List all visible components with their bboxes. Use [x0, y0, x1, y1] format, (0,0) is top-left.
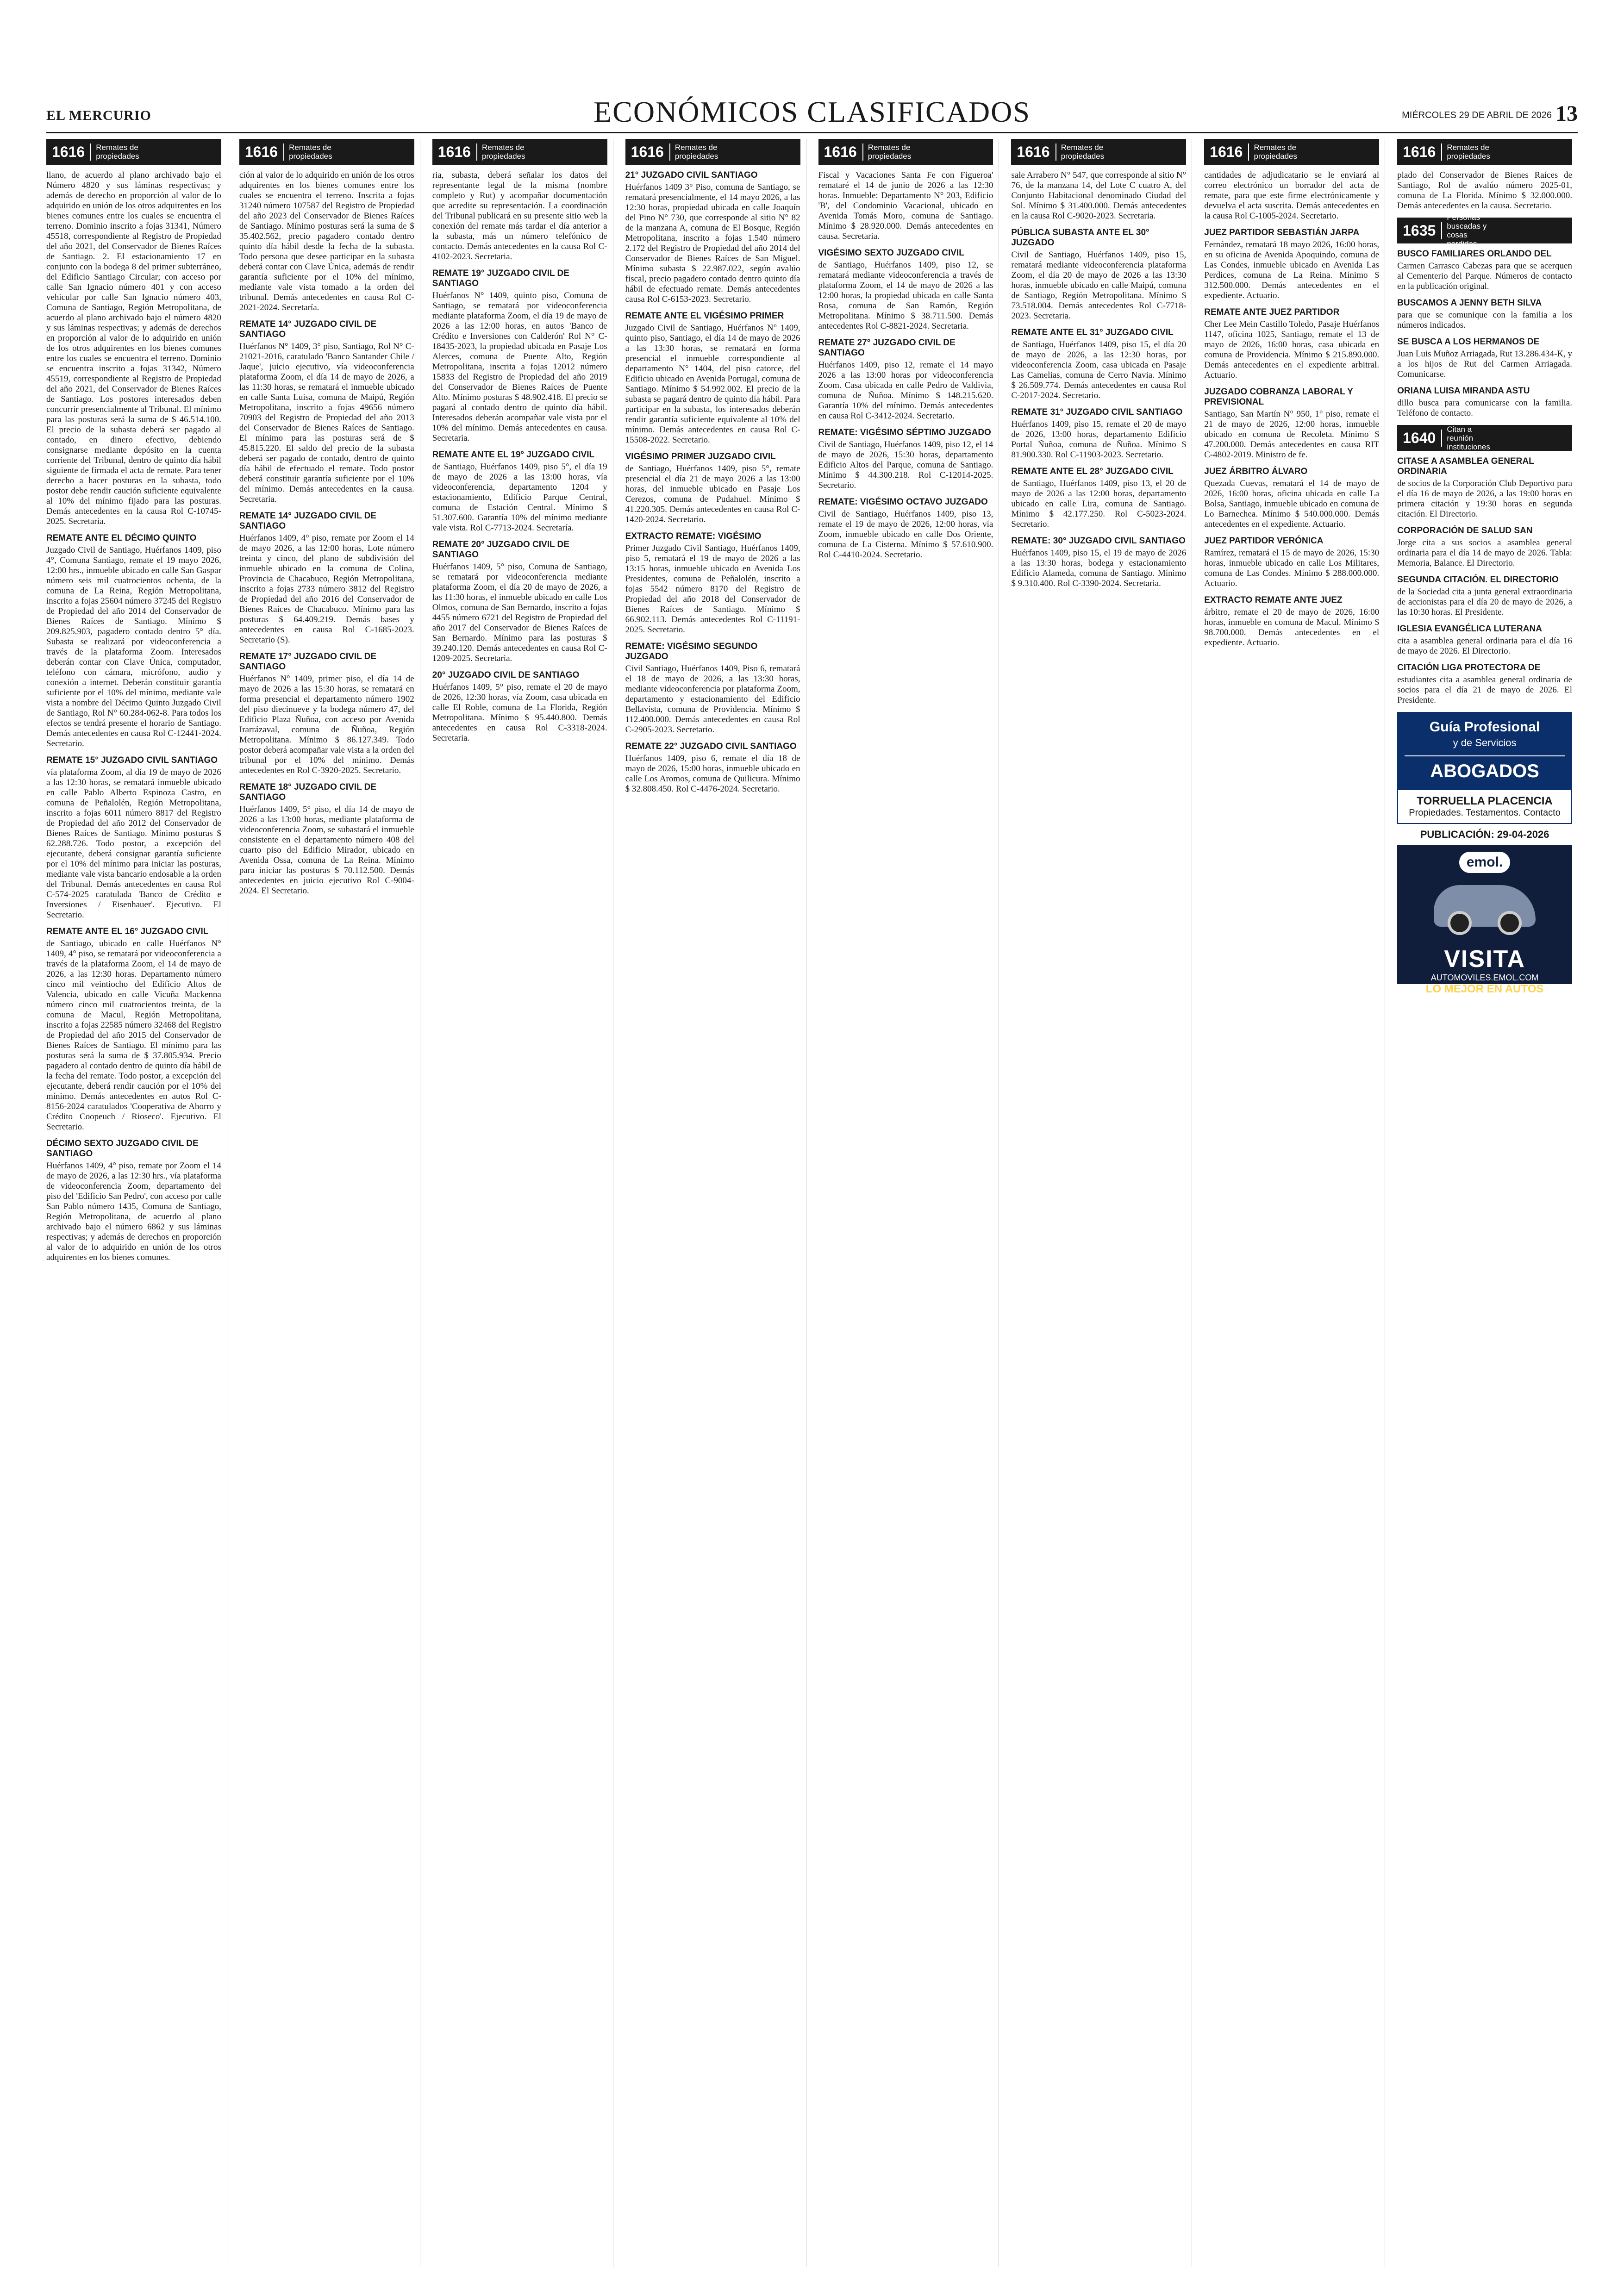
- section-name: Personas buscadas y cosas perdidas: [1447, 213, 1487, 248]
- notice-body: ción al valor de lo adquirido en unión de los otros adquirentes en los bienes comunes entre los cuales se encuentra el terreno. Inscrita a fojas 31240 número 107587 del Registro de Propiedad del año 2023 del Conservador de Bienes Raíces de Santiago. Mínimo posturas será la suma de $ 35.402.562, precio pagadero contado dentro quinto día hábil desde la fecha de la subasta. Todo persona que desee participar en la subasta deberá contar con Clave Única, además de rendir garantía suficiente por el 10% del mínimo, mediante vale vista tomado a la orden del tribunal. Demás antecedentes en causa Rol C-2021-2024. Secretaría.: [239, 170, 414, 312]
- column-5: [818, 139, 999, 2267]
- notice-title: REMATE: VIGÉSIMO SEGUNDO JUZGADO: [625, 642, 758, 661]
- classified-notice: [46, 755, 221, 920]
- section-title: ECONÓMICOS CLASIFICADOS: [593, 95, 1031, 128]
- classified-notice: [1397, 249, 1572, 292]
- column-6: [1011, 139, 1192, 2267]
- column-3: [432, 139, 613, 2267]
- section-header: [432, 139, 607, 165]
- classified-notice: [625, 642, 800, 735]
- section-name: Remates de propiedades: [96, 143, 139, 161]
- notice-title: 20° JUZGADO CIVIL DE SANTIAGO: [432, 670, 580, 680]
- notice-title: REMATE 19° JUZGADO CIVIL DE SANTIAGO: [432, 268, 569, 288]
- column-4: [625, 139, 806, 2267]
- notice-title: CORPORACIÓN DE SALUD SAN: [1397, 526, 1533, 536]
- section-header: [625, 139, 800, 165]
- classified-notice: [239, 782, 414, 896]
- section-name: Remates de propiedades: [1061, 143, 1105, 161]
- classified-notice: [1204, 595, 1379, 648]
- notice-title: BUSCO FAMILIARES ORLANDO DEL: [1397, 249, 1552, 259]
- notice-title: REMATE 27° JUZGADO CIVIL DE SANTIAGO: [818, 338, 956, 358]
- notice-title: REMATE 20° JUZGADO CIVIL DE SANTIAGO: [432, 540, 569, 560]
- notice-body: plado del Conservador de Bienes Raíces de Santiago, Rol de avalúo número 2025-01, comuna de La Florida. Mínimo $ 32.000.000. Demás antecedentes en la causa. Secretario.: [1397, 170, 1572, 211]
- classified-notice: [239, 511, 414, 645]
- classified-notice: [625, 742, 800, 794]
- notice-body: Juzgado Civil de Santiago, Huérfanos 1409, piso 4°, Comuna Santiago, remate el 19 mayo 2026, 12:00 hrs., inmueble ubicado en calle San Gaspar número seis mil cuatrocientos ochenta, de la comuna de La Reina, Región Metropolitana, inscrito a fojas 25604 número 37245 del Registro de Propiedad del año 2014 del Conservador de Bienes Raíces de Santiago. Mínimo $ 209.825.903, pagadero contado dentro 5° día. Subasta se realizará por videoconferencia a través de la plataforma Zoom. Interesados deberán contar con Clave Única, computador, teléfono con cámara, micrófono, audio y conexión a internet. Deberán constituir garantía suficiente por el 10% del mínimo, mediante vale vista a nombre del Décimo Quinto Juzgado Civil de Santiago, Rol N° 60.284-062-8. Para todos los efectos se tendrá presente el horario de Santiago. Demás antecedentes en causa Rol C-12441-2024. Secretario.: [46, 545, 221, 748]
- notice-body: árbitro, remate el 20 de mayo de 2026, 16:00 horas, inmueble en comuna de Macul. Mínimo $ 98.700.000. Demás antecedentes en el expediente. Actuario.: [1204, 607, 1380, 648]
- notice-body: Huérfanos 1409, piso 15, remate el 20 de mayo de 2026, 13:00 horas, departamento Edificio Portal Ñuñoa, comuna de Ñuñoa. Mínimo $ 81.900.330. Rol C-11903-2023. Secretario.: [1011, 419, 1187, 460]
- notice-body: de Santiago, Huérfanos 1409, piso 5°, el día 19 de mayo de 2026 a las 13:00 horas, vía videoconferencia, departamento 1204 y estacionamiento, Edificio Parque Central, comuna de Estación Central. Mínimo $ 51.307.600. Garantía 10% del mínimo mediante vale vista. Rol C-7713-2024. Secretaría.: [432, 462, 607, 533]
- column-2: [239, 139, 420, 2267]
- notice-body: Quezada Cuevas, rematará el 14 de mayo de 2026, 16:00 horas, oficina ubicada en calle La Bolsa, Santiago, inmueble ubicado en comuna de Lo Barnechea. Mínimo $ 540.000.000. Demás antecedentes en el expediente. Actuario.: [1204, 479, 1380, 529]
- notice-body: Primer Juzgado Civil Santiago, Huérfanos 1409, piso 5, rematará el 19 de mayo de 2026 a las 13:15 horas, inmueble ubicado en Avenida Los Presidentes, comuna de Peñalolén, inscrito a fojas 5542 número 8170 del Registro de Propiedad del año 2018 del Conservador de Bienes Raíces de Santiago. Mínimo $ 66.902.113. Demás antecedentes Rol C-11191-2025. Secretario.: [625, 543, 800, 635]
- contact-line: Propiedades. Testamentos. Contacto: [1409, 808, 1561, 818]
- classified-notice: [46, 927, 221, 1132]
- section-header: [818, 139, 993, 165]
- section-number: 1616: [1204, 143, 1249, 161]
- notice-title: REMATE ANTE EL VIGÉSIMO PRIMER: [625, 311, 784, 321]
- section-number: 1616: [625, 143, 670, 161]
- notice-body: Jorge cita a sus socios a asamblea general ordinaria para el día 14 de mayo de 2026. Tabla: Memoria, Balance. El Directorio.: [1397, 538, 1572, 568]
- notice-body: Civil de Santiago, Huérfanos 1409, piso 13, remate el 19 de mayo de 2026, 12:00 horas, vía Zoom, inmueble ubicado en calle Dos Oriente, comuna de La Cisterna. Mínimo $ 57.610.900. Rol C-4410-2024. Secretario.: [818, 509, 993, 560]
- notice-body: vía plataforma Zoom, al día 19 de mayo de 2026 a las 12:30 horas, se rematará inmueble ubicado en calle Pablo Alberto Espinoza Castro, en comuna de Peñalolén, Región Metropolitana, inscrito a fojas 6011 número 8817 del Registro de Propiedad del año 2012 del Conservador de Bienes Raíces de Santiago. Mínimo posturas $ 62.288.726. Todo postor, a excepción del ejecutante, deberá consignar garantía suficiente por el 10% del mínimo para iniciar las posturas, mediante vale vista bancario endosable a la orden del Tribunal. Demás antecedentes en causa Rol C-574-2025 caratulada 'Banco de Crédito e Inversiones / Eisenhauer'. Ejecutivo. El Secretario.: [46, 767, 221, 920]
- notice-title: REMATE 14° JUZGADO CIVIL DE SANTIAGO: [239, 511, 377, 531]
- notice-title: REMATE ANTE EL 19° JUZGADO CIVIL: [432, 450, 595, 460]
- classified-notice: [432, 450, 607, 533]
- notice-title: 21° JUZGADO CIVIL SANTIAGO: [625, 170, 758, 180]
- section-header: [46, 139, 221, 165]
- classified-notice: [1204, 536, 1379, 589]
- section-header-citas: [1397, 425, 1572, 451]
- section-number: 1635: [1397, 222, 1442, 239]
- notice-title: REMATE ANTE EL 28° JUZGADO CIVIL: [1011, 467, 1174, 476]
- classified-notice: [818, 497, 993, 560]
- classified-notice: [46, 533, 221, 749]
- contact-name: TORRUELLA PLACENCIA: [1417, 795, 1553, 807]
- notice-title: REMATE: VIGÉSIMO OCTAVO JUZGADO: [818, 497, 988, 507]
- notice-title: ORIANA LUISA MIRANDA ASTU: [1397, 386, 1530, 396]
- advertisements: [1397, 712, 1572, 995]
- notice-title: REMATE 18° JUZGADO CIVIL DE SANTIAGO: [239, 782, 377, 802]
- notice-title: CITASE A ASAMBLEA GENERAL ORDINARIA: [1397, 456, 1534, 476]
- section-number: 1616: [432, 143, 477, 161]
- notice-body: Huérfanos 1409, piso 6, remate el día 18 de mayo de 2026, 15:00 horas, inmueble ubicado en calle Los Aromos, comuna de Quilicura. Mínimo $ 32.808.450. Rol C-4476-2024. Secretario.: [625, 754, 800, 794]
- section-number: 1616: [818, 143, 863, 161]
- emol-autos-ad[interactable]: [1397, 845, 1572, 995]
- classified-notice: [625, 531, 800, 635]
- notice-body: Cher Lee Mein Castillo Toledo, Pasaje Huérfanos 1147, oficina 1025, Santiago, remate el 13 de mayo de 2026, 16:00 horas, casa ubicada en comuna de Providencia. Mínimo $ 215.890.000. Demás antecedentes en el expediente arbitral. Actuario.: [1204, 319, 1380, 380]
- notice-title: REMATE ANTE EL DÉCIMO QUINTO: [46, 533, 197, 543]
- notice-title: JUEZ PARTIDOR SEBASTIÁN JARPA: [1204, 228, 1360, 237]
- notice-body: de Santiago, Huérfanos 1409, piso 13, el 20 de mayo de 2026 a las 12:00 horas, departamento ubicado en calle Lira, comuna de Santiago. Mínimo $ 42.177.250. Rol C-5023-2024. Secretario.: [1011, 479, 1187, 529]
- emol-slogan: LO MEJOR EN AUTOS: [1425, 983, 1544, 995]
- notice-body: Huérfanos 1409, 5° piso, remate el 20 de mayo de 2026, 12:30 horas, vía Zoom, casa ubicada en calle El Roble, comuna de La Florida, Región Metropolitana. Mínimo $ 95.440.800. Demás antecedentes en causa Rol C-3318-2024. Secretaria.: [432, 682, 607, 743]
- notice-body: Huérfanos 1409, 5° piso, el día 14 de mayo de 2026 a las 13:00 horas, mediante plataforma de videoconferencia Zoom, se subastará el inmueble consistente en el departamento número 408 del cuarto piso del Edificio Mirador, ubicado en Avenida Ossa, comuna de La Reina. Mínimo para iniciar las posturas $ 70.112.500. Demás antecedentes en juicio ejecutivo Rol C-9004-2024. El Secretario.: [239, 804, 414, 896]
- classified-notice: [1204, 228, 1379, 301]
- emol-url[interactable]: AUTOMOVILES.EMOL.COM: [1430, 973, 1539, 982]
- notice-body: cita a asamblea general ordinaria para el día 16 de mayo de 2026. El Directorio.: [1397, 636, 1572, 656]
- notice-body: cantidades de adjudicatario se le enviará al correo electrónico un borrador del acta de remate, para que este firme electrónicamente y devuelva el acta suscrita. Demás antecedentes en la causa Rol C-1005-2024. Secretario.: [1204, 170, 1380, 221]
- classified-notice: [625, 311, 800, 445]
- issue-date: MIÉRCOLES 29 DE ABRIL DE 2026: [1402, 110, 1552, 120]
- notice-title: REMATE ANTE JUEZ PARTIDOR: [1204, 307, 1340, 317]
- classified-notice: [432, 540, 607, 664]
- masthead: [46, 88, 1578, 133]
- column-8: [1397, 139, 1578, 2267]
- section-number: 1616: [46, 143, 91, 161]
- classifieds-columns: [46, 139, 1578, 2267]
- section-number: 1616: [1011, 143, 1056, 161]
- notice-body: llano, de acuerdo al plano archivado bajo el Número 4820 y sus láminas respectivas; y además de derecho en proporción al valor de lo adquirido en unión de los otros adquirentes en los bienes comunes entre los cuales se encuentra el terreno. Dominio inscrito a fojas 31341, Número 45518, correspondiente al Registro de Propiedad del año 2021, del Conservador de Bienes Raíces de Santiago. 2. El estacionamiento 17 en conjunto con la bodega 8 del primer subterráneo, del Edificio Santiago Circular; con acceso por calle San Ignacio número 401 y con acceso vehicular por calle San Ignacio número 403, Comuna de Santiago, Región Metropolitana, de acuerdo al plano archivado bajo el número 4820 y sus láminas respectivas; y además de derechos en proporción al valor de lo adquirido en unión de los otros adquirentes en los bienes comunes entre los cuales se encuentra el terreno. Dominio se encuentra inscrito a fojas 31342, Número 45519, correspondiente al Registro de Propiedad del año 2021, del Conservador de Bienes Raíces de Santiago. Los postores interesados deben concurrir presencialmente al Tribunal. El mínimo para las posturas será la suma de $ 46.514.100. El precio de la subasta deberá ser pagado al contado, en dinero efectivo, debiendo consignarse mediante depósito en la cuenta corriente del Tribunal, dentro de quinto día hábil siguiente de firmada el acta de remate. Para tener derecho a hacer posturas en la subasta, todo postor debe rendir caución suficiente equivalente al 10% del mínimo fijado para las posturas. Demás antecedentes en la causa Rol C-10745-2025. Secretaria.: [46, 170, 221, 526]
- notice-body: ria, subasta, deberá señalar los datos del representante legal de la misma (nombre completo y Rut) y acompañar documentación que acredite su representación. La coordinación del Tribunal publicará en su presente sitio web la conexión del remate más tardar el día anterior a la subasta, más un número telefónico de contacto. Demás antecedentes en la causa Rol C-4102-2023. Secretaria.: [432, 170, 607, 262]
- classified-notice: [1011, 467, 1186, 530]
- notice-body: Huérfanos N° 1409, quinto piso, Comuna de Santiago, se rematará por videoconferencia mediante plataforma Zoom, el día 19 de mayo de 2026 a las 12:00 horas, en autos 'Banco de Crédito e Inversiones con Calderón' Rol N° C-18435-2023, la propiedad ubicada en Pasaje Los Alerces, comuna de Puente Alto, Región Metropolitana, inscrita a fojas 12012 número 15833 del Registro de Propiedad del año 2019 del Conservador de Bienes Raíces de Puente Alto. Mínimo posturas $ 48.902.418. El precio se pagará al contado dentro de quinto día hábil. Interesados deberán acompañar vale vista por el 10% del mínimo. Demás antecedentes en causa. Secretaria.: [432, 291, 607, 443]
- guia-category: ABOGADOS: [1405, 755, 1565, 782]
- notice-body: Huérfanos 1409 3° Piso, comuna de Santiago, se rematará presencialmente, el 14 mayo 2026, a las 12:30 horas, propiedad ubicada en calle Joaquín del Pino N° 730, que corresponde al sitio N° 82 de la manzana A, comuna de El Bosque, Región Metropolitana, inscrito a fojas 1.540 número 2.172 del Registro de Propiedad del año 2014 del Conservador de Bienes Raíces de San Miguel. Mínimo subasta $ 22.987.022, según avalúo fiscal, precio pagadero contado dentro quinto día hábil de efectuado remate. Demás antecedentes causa Rol C-6153-2023. Secretario.: [625, 182, 800, 304]
- classified-notice: [1011, 170, 1186, 221]
- section-header: [239, 139, 414, 165]
- paper-name: EL MERCURIO: [46, 108, 151, 123]
- section-name: Remates de propiedades: [868, 143, 912, 161]
- notice-body: Huérfanos N° 1409, primer piso, el día 14 de mayo de 2026 a las 15:30 horas, se rematará en forma presencial el departamento número 1902 del piso diecinueve y la bodega número 47, del Edificio Plaza Ñuñoa, con acceso por Avenida Irarrázaval, comuna de Ñuñoa, Región Metropolitana. Mínimo $ 86.127.349. Todo postor deberá acompañar vale vista a la orden del tribunal por el 10% del mínimo. Demás antecedentes en Rol C-3920-2025. Secretario.: [239, 674, 414, 775]
- notice-title: REMATE: 30° JUZGADO CIVIL SANTIAGO: [1011, 536, 1186, 546]
- notice-title: REMATE 17° JUZGADO CIVIL DE SANTIAGO: [239, 652, 377, 672]
- notice-body: Fernández, rematará 18 mayo 2026, 16:00 horas, en su oficina de Avenida Apoquindo, comuna de Las Condes, inmueble ubicado en Avenida Las Perdices, comuna de La Reina. Mínimo $ 312.500.000. Demás antecedentes en el expediente. Actuario.: [1204, 240, 1380, 300]
- lawyer-contact-ad[interactable]: [1397, 789, 1572, 824]
- notice-body: de Santiago, ubicado en calle Huérfanos N° 1409, 4° piso, se rematará por videoconferencia a través de la plataforma Zoom, el 14 de mayo de 2026, a las 12:30 horas. Departamento número cinco mil veintiocho del Edificio Altos de Valencia, ubicado en calle Vicuña Mackenna número cinco mil cuatrocientos treinta, de la comuna de Macul, Región Metropolitana, inscrito a fojas 22585 número 32468 del Registro de Propiedad del año 2015 del Conservador de Bienes Raíces de Santiago. El mínimo para las posturas será la suma de $ 37.805.934. Precio pagadero al contado dentro de quinto día hábil de la fecha del remate. Todo postor, a excepción del ejecutante, deberá rendir caución por el 10% del mínimo. Demás antecedentes en autos Rol C-8156-2024 caratulados 'Cooperativa de Ahorro y Crédito Coopeuch / Rioseco'. Ejecutivo. El Secretario.: [46, 939, 221, 1132]
- classified-notice: [1397, 298, 1572, 331]
- classified-notice: [46, 170, 221, 527]
- notice-body: de Santiago, Huérfanos 1409, piso 15, el día 20 de mayo de 2026, a las 12:30 horas, por videoconferencia Zoom, casa ubicada en Pasaje Las Camelias, comuna de Cerro Navia. Mínimo $ 26.509.774. Demás antecedentes en causa Rol C-2017-2024. Secretario.: [1011, 340, 1187, 400]
- section-number: 1616: [1397, 143, 1442, 161]
- notice-body: de la Sociedad cita a junta general extraordinaria de accionistas para el día 20 de mayo de 2026, a las 10:30 horas. El Presidente.: [1397, 587, 1572, 617]
- classified-notice: [1011, 328, 1186, 401]
- notice-title: REMATE 22° JUZGADO CIVIL SANTIAGO: [625, 742, 797, 751]
- notice-title: JUEZ ÁRBITRO ÁLVARO: [1204, 467, 1308, 476]
- page-number: 13: [1555, 101, 1578, 126]
- section-header: [1204, 139, 1379, 165]
- classified-notice: [818, 248, 993, 331]
- guia-title: Guía Profesional: [1429, 719, 1540, 735]
- notice-title: REMATE: VIGÉSIMO SÉPTIMO JUZGADO: [818, 428, 991, 437]
- emol-logo: emol.: [1459, 852, 1510, 873]
- notice-body: Fiscal y Vacaciones Santa Fe con Figueroa' remataré el 14 de junio de 2026 a las 12:30 horas. Inmueble: Departamento N° 203, Edificio 'B', del Condominio Vacacional, ubicado en Avenida Tomás Moro, comuna de Santiago. Mínimo $ 28.920.000. Demás antecedentes en causa. Secretaria.: [818, 170, 993, 241]
- column-7: [1204, 139, 1385, 2267]
- notice-title: SE BUSCA A LOS HERMANOS DE: [1397, 337, 1540, 347]
- notice-title: REMATE 14° JUZGADO CIVIL DE SANTIAGO: [239, 319, 377, 339]
- notice-body: sale Arrabero N° 547, que corresponde al sitio N° 76, de la manzana 14, del Lote C cuatro A, del Conjunto Habitacional denominado Ciudad del Sol. Mínimo $ 31.400.000. Demás antecedentes en la causa Rol C-9020-2023. Secretaria.: [1011, 170, 1187, 221]
- classified-notice: [818, 170, 993, 242]
- notice-title: REMATE 15° JUZGADO CIVIL SANTIAGO: [46, 755, 218, 765]
- classified-notice: [1204, 170, 1379, 221]
- notice-title: REMATE 31° JUZGADO CIVIL SANTIAGO: [1011, 407, 1183, 417]
- classified-notice: [1204, 307, 1379, 380]
- classified-notice: [818, 338, 993, 421]
- classified-notice: [818, 428, 993, 491]
- notice-body: Carmen Carrasco Cabezas para que se acerquen al Cementerio del Parque. Números de contacto en la publicación original.: [1397, 261, 1572, 291]
- guia-profesional-ad[interactable]: [1397, 712, 1572, 789]
- emol-title: VISITA: [1444, 946, 1525, 973]
- classified-notice: [432, 268, 607, 443]
- section-name: Remates de propiedades: [675, 143, 718, 161]
- classified-notice: [432, 170, 607, 262]
- section-name: Remates de propiedades: [481, 143, 525, 161]
- notice-title: VIGÉSIMO PRIMER JUZGADO CIVIL: [625, 452, 776, 461]
- section-name: Remates de propiedades: [1447, 143, 1490, 161]
- classified-notice: [1397, 456, 1572, 519]
- notice-body: para que se comunique con la familia a los números indicados.: [1397, 310, 1572, 330]
- column-1: [46, 139, 227, 2267]
- section-number: 1640: [1397, 430, 1442, 447]
- notice-body: Civil de Santiago, Huérfanos 1409, piso 15, rematará mediante videoconferencia plataforma Zoom, el día 20 de mayo de 2026 a las 13:30 horas, inmueble ubicado en calle Maipú, comuna de Santiago, Región Metropolitana. Mínimo $ 73.518.004. Demás antecedentes Rol C-7718-2023. Secretaria.: [1011, 250, 1187, 321]
- notice-body: Huérfanos N° 1409, 3° piso, Santiago, Rol N° C-21021-2016, caratulado 'Banco Santander Chile / Jaque', juicio ejecutivo, vía videoconferencia plataforma Zoom, el día 14 de mayo de 2026, a las 11:30 horas, se rematará el inmueble ubicado en calle Santa Luisa, comuna de Maipú, Región Metropolitana, inscrito a fojas 49656 número 70903 del Registro de Propiedad del año 2013 del Conservador de Bienes Raíces de Santiago. El mínimo para las posturas será de $ 45.815.220. El saldo del precio de la subasta deberá ser pagado de contado, dentro de quinto día hábil de efectuado el remate. Todo postor deberá constituir garantía suficiente por el 10% del mínimo. Demás antecedentes en la causa. Secretaria.: [239, 342, 414, 504]
- notice-body: Civil de Santiago, Huérfanos 1409, piso 12, el 14 de mayo de 2026, 15:30 horas, departamento Edificio Altos del Parque, comuna de Santiago. Mínimo $ 44.300.218. Rol C-12014-2025. Secretario.: [818, 440, 993, 490]
- notice-title: SEGUNDA CITACIÓN. EL DIRECTORIO: [1397, 575, 1559, 585]
- notice-title: VIGÉSIMO SEXTO JUZGADO CIVIL: [818, 248, 964, 258]
- classified-notice: [1204, 387, 1379, 460]
- notice-title: DÉCIMO SEXTO JUZGADO CIVIL DE SANTIAGO: [46, 1139, 199, 1159]
- classified-notice: [1397, 386, 1572, 418]
- date-line: [1402, 101, 1578, 126]
- notice-title: REMATE ANTE EL 16° JUZGADO CIVIL: [46, 927, 209, 936]
- classified-notice: [46, 1139, 221, 1263]
- classified-notice: [1011, 536, 1186, 589]
- notice-body: de socios de la Corporación Club Deportivo para el día 16 de mayo de 2026, a las 19:00 horas en primera citación y 19:30 horas en segunda citación. El Directorio.: [1397, 479, 1572, 519]
- notice-title: EXTRACTO REMATE: VIGÉSIMO: [625, 531, 762, 541]
- notice-body: de Santiago, Huérfanos 1409, piso 5°, remate presencial el día 21 de mayo 2026 a las 13:00 horas, del inmueble ubicado en Pasaje Los Cerezos, comuna de Pudahuel. Mínimo $ 41.220.305. Demás antecedentes en causa Rol C-1420-2024. Secretario.: [625, 464, 800, 524]
- section-name: Citan a reunión instituciones: [1447, 424, 1490, 451]
- notice-title: BUSCAMOS A JENNY BETH SILVA: [1397, 298, 1542, 308]
- section-header: [1397, 139, 1572, 165]
- classified-notice: [1397, 337, 1572, 380]
- section-header: [1011, 139, 1186, 165]
- section-header-personas: [1397, 213, 1572, 248]
- notice-body: Santiago, San Martín N° 950, 1° piso, remate el 21 de mayo de 2026, 12:00 horas, inmueble ubicado en comuna de Recoleta. Mínimo $ 47.200.000. Demás antecedentes en causa RIT C-4802-2019. Ministro de fe.: [1204, 409, 1380, 460]
- notice-body: Civil Santiago, Huérfanos 1409, Piso 6, rematará el 18 de mayo de 2026, a las 13:30 horas, mediante videoconferencia por plataforma Zoom, departamento y estacionamiento del Edificio Bellavista, comuna de Providencia. Mínimo $ 112.400.000. Demás antecedentes en causa Rol C-2905-2023. Secretario.: [625, 664, 800, 735]
- notice-body: Huérfanos 1409, 4° piso, remate por Zoom el 14 de mayo de 2026, a las 12:30 hrs., vía plataforma de videoconferencia Zoom, departamento del piso del 'Edificio San Pedro', con acceso por calle San Pablo número 1435, Comuna de Santiago, Región Metropolitana, de acuerdo al plano archivado bajo el número 6862 y sus láminas respectivas; y además de derechos en proporción al valor de lo adquirido en unión de los otros adquirentes en los bienes comunes.: [46, 1161, 221, 1262]
- section-name: Remates de propiedades: [289, 143, 332, 161]
- notice-body: de Santiago, Huérfanos 1409, piso 12, se rematará mediante videoconferencia a través de plataforma Zoom, el 14 de mayo de 2026 a las 12:00 horas, la propiedad ubicada en calle Santa Rosa, comuna de San Ramón, Región Metropolitana. Mínimo $ 38.711.500. Demás antecedentes Rol C-8821-2024. Secretaria.: [818, 260, 993, 331]
- classified-notice: [239, 170, 414, 313]
- notice-title: PÚBLICA SUBASTA ANTE EL 30° JUZGADO: [1011, 228, 1149, 248]
- classified-notice: [1011, 407, 1186, 460]
- publication-date: PUBLICACIÓN: 29-04-2026: [1420, 829, 1549, 840]
- classified-notice: [1204, 467, 1379, 530]
- notice-title: CITACIÓN LIGA PROTECTORA DE: [1397, 663, 1541, 673]
- notice-body: Juan Luis Muñoz Arriagada, Rut 13.286.434-K, y a los hijos de Rut del Carmen Arriagada. Comunicarse.: [1397, 349, 1572, 379]
- classified-notice: [239, 652, 414, 776]
- notice-body: estudiantes cita a asamblea general ordinaria de socios para el día 21 de mayo de 2026. El Presidente.: [1397, 675, 1572, 705]
- notice-body: Huérfanos 1409, 5° piso, Comuna de Santiago, se rematará por videoconferencia mediante plataforma Zoom, el día 20 de mayo de 2026, a las 11:30 horas, el inmueble ubicado en calle Los Olmos, comuna de San Bernardo, inscrito a fojas 4455 número 6721 del Registro de Propiedad del año 2017 del Conservador de Bienes Raíces de San Bernardo. Mínimo para las posturas $ 39.240.120. Demás antecedentes en causa Rol C-1209-2025. Secretaria.: [432, 562, 607, 663]
- notice-title: REMATE ANTE EL 31° JUZGADO CIVIL: [1011, 328, 1174, 337]
- notice-body: Huérfanos 1409, piso 12, remate el 14 mayo 2026 a las 13:00 horas por videoconferencia Zoom. Casa ubicada en calle Pedro de Valdivia, comuna de Ñuñoa. Mínimo $ 148.215.620. Garantía 10% del mínimo. Demás antecedentes en causa Rol C-3412-2024. Secretario.: [818, 360, 993, 421]
- classified-notice: [1397, 624, 1572, 656]
- notice-body: Ramírez, rematará el 15 de mayo de 2026, 15:30 horas, inmueble ubicado en calle Los Militares, comuna de Las Condes. Mínimo $ 288.000.000. Actuario.: [1204, 548, 1380, 588]
- classified-notice: [1397, 526, 1572, 568]
- notice-body: Huérfanos 1409, piso 15, el 19 de mayo de 2026 a las 13:30 horas, bodega y estacionamiento Edificio Alameda, comuna de Santiago. Mínimo $ 9.310.400. Rol C-3390-2024. Secretaria.: [1011, 548, 1187, 588]
- guia-subtitle: y de Servicios: [1453, 737, 1517, 748]
- classified-notice: [432, 670, 607, 743]
- classified-notice: [625, 170, 800, 305]
- car-icon: [1434, 885, 1536, 927]
- notice-title: JUZGADO COBRANZA LABORAL Y PREVISIONAL: [1204, 387, 1353, 407]
- classified-notice: [1397, 575, 1572, 617]
- notice-body: Juzgado Civil de Santiago, Huérfanos N° 1409, quinto piso, Santiago, el día 14 de mayo de 2026 a las 13:30 horas, se rematará en forma presencial el inmueble correspondiente al departamento N° 1404, del piso catorce, del Edificio ubicado en Avenida Portugal, comuna de Santiago. Mínimo $ 54.992.002. El precio de la subasta se pagará dentro de quinto día hábil. Para participar en la subasta, los interesados deberán rendir garantía suficiente equivalente al 10% del mínimo. Demás antecedentes en causa Rol C-15508-2022. Secretario.: [625, 323, 800, 445]
- classified-notice: [1011, 228, 1186, 321]
- notice-body: dillo busca para comunicarse con la familia. Teléfono de contacto.: [1397, 398, 1572, 418]
- notice-title: JUEZ PARTIDOR VERÓNICA: [1204, 536, 1324, 546]
- notice-body: Huérfanos 1409, 4° piso, remate por Zoom el 14 de mayo 2026, a las 12:00 horas, Lote número treinta y cinco, del plano de subdivisión del inmueble ubicado en la comuna de Colina, Provincia de Chacabuco, Región Metropolitana, inscrito a fojas 2733 número 3812 del Registro de Propiedad del año 2016 del Conservador de Bienes Raíces de Chacabuco. Mínimo para las posturas $ 64.409.219. Demás bases y antecedentes en causa Rol C-1685-2023. Secretario (S).: [239, 533, 414, 645]
- classified-notice: [625, 452, 800, 525]
- section-number: 1616: [239, 143, 284, 161]
- classified-notice: [1397, 663, 1572, 705]
- notice-title: EXTRACTO REMATE ANTE JUEZ: [1204, 595, 1343, 605]
- classified-notice: [239, 319, 414, 505]
- classified-notice: [1397, 170, 1572, 211]
- section-name: Remates de propiedades: [1254, 143, 1298, 161]
- notice-title: IGLESIA EVANGÉLICA LUTERANA: [1397, 624, 1542, 634]
